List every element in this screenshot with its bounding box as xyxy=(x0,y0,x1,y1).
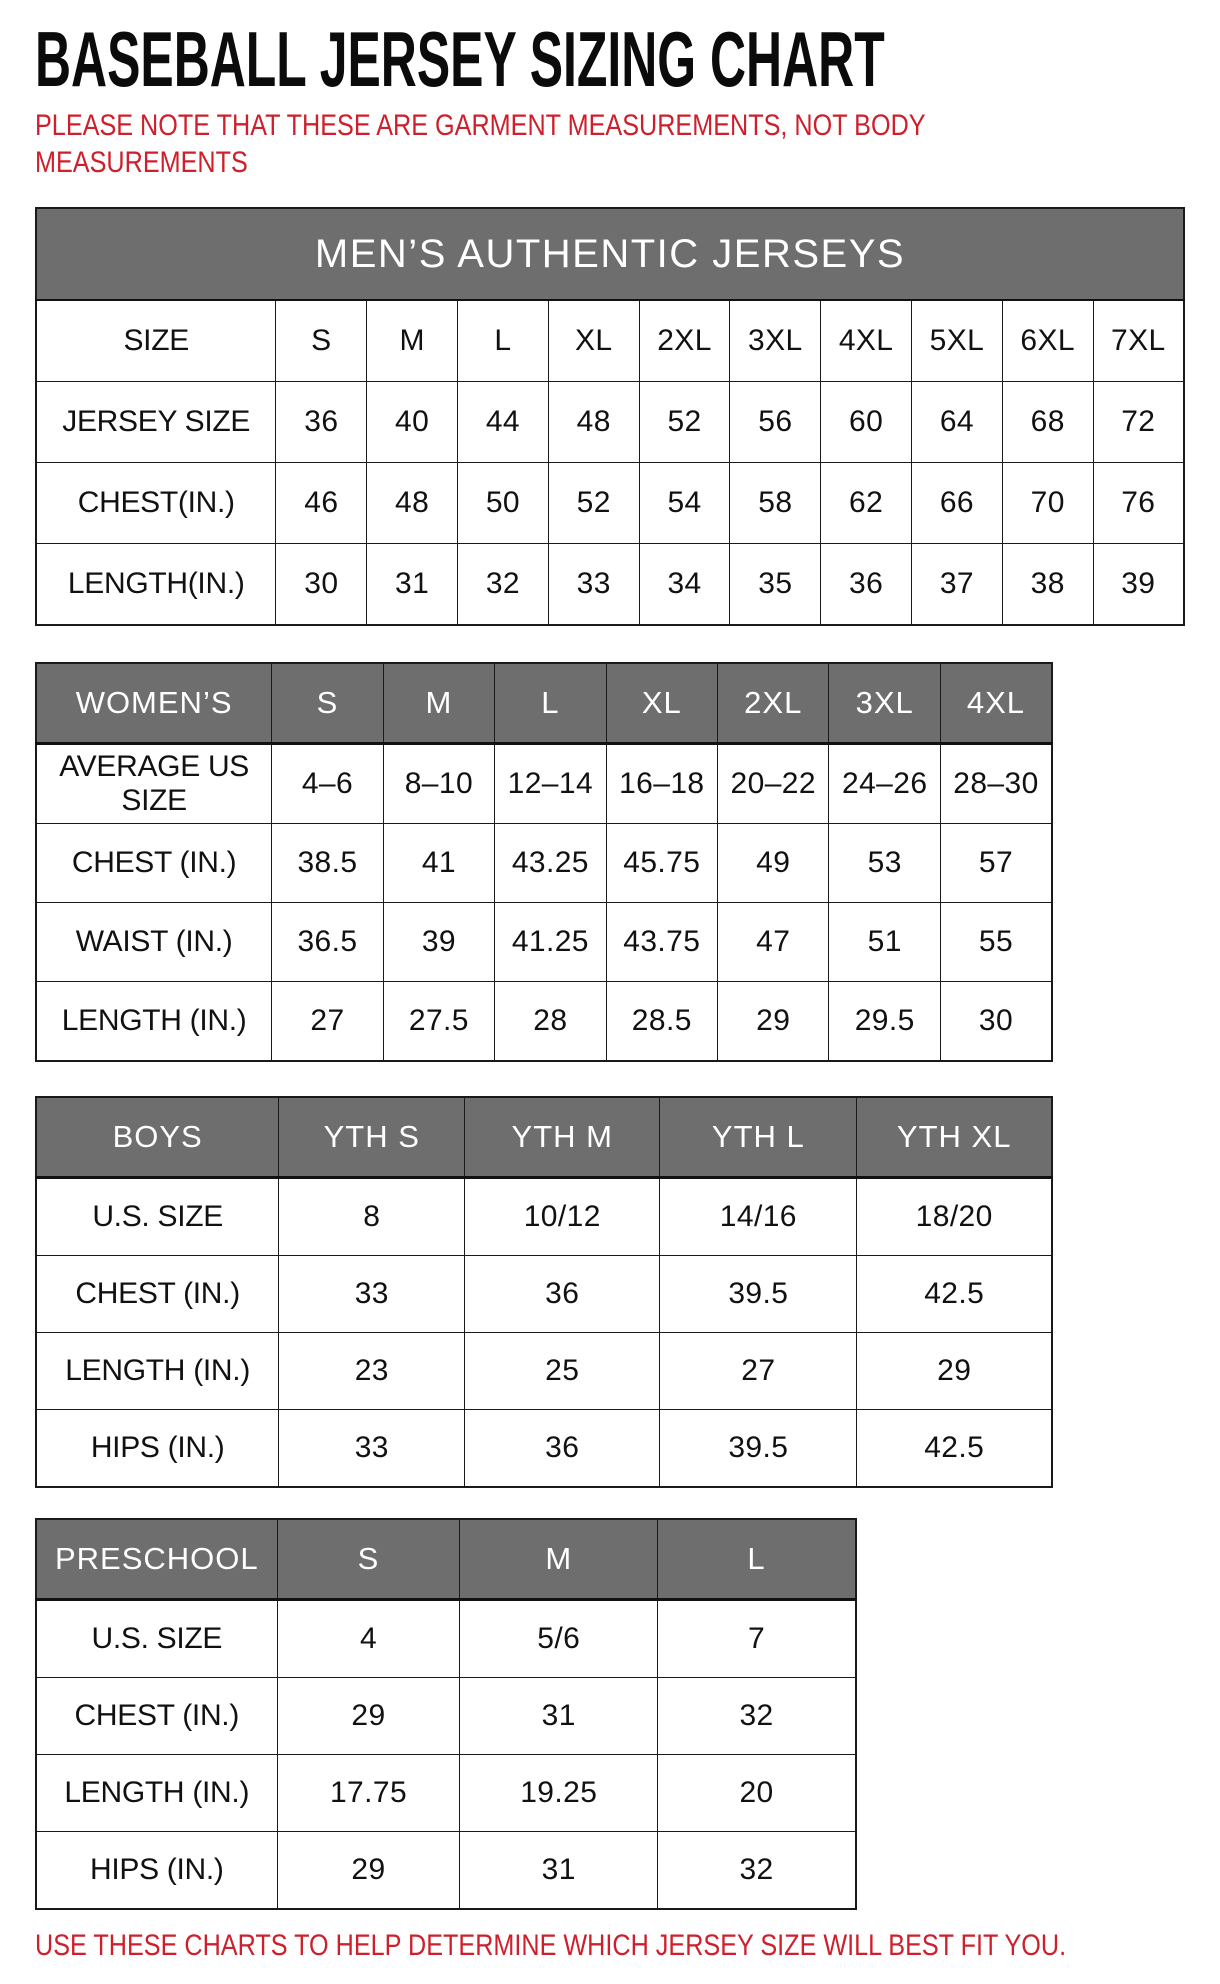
size-value-cell: 32 xyxy=(458,544,549,626)
row-label: WAIST (IN.) xyxy=(36,903,272,982)
column-header: M xyxy=(460,1519,658,1600)
row-label: U.S. SIZE xyxy=(36,1178,279,1256)
size-value-cell: 62 xyxy=(821,463,912,544)
size-value-cell: 25 xyxy=(465,1333,660,1410)
row-label: AVERAGE US SIZE xyxy=(36,744,272,824)
column-header: 3XL xyxy=(829,663,940,744)
column-header: S xyxy=(277,1519,460,1600)
size-value-cell: 18/20 xyxy=(857,1178,1052,1256)
size-value-cell: 19.25 xyxy=(460,1755,658,1832)
row-label: U.S. SIZE xyxy=(36,1600,277,1678)
size-value-cell: 33 xyxy=(279,1256,465,1333)
column-header: L xyxy=(495,663,606,744)
size-value-cell: 6XL xyxy=(1002,300,1093,382)
size-value-cell: 23 xyxy=(279,1333,465,1410)
size-value-cell: 57 xyxy=(940,824,1052,903)
preschool-sizing-table xyxy=(35,1518,857,1910)
size-value-cell: 36 xyxy=(821,544,912,626)
column-header: YTH L xyxy=(660,1097,857,1178)
size-value-cell: 60 xyxy=(821,382,912,463)
size-value-cell: 20 xyxy=(658,1755,856,1832)
size-value-cell: 39.5 xyxy=(660,1410,857,1488)
column-header: M xyxy=(383,663,494,744)
row-label: HIPS (IN.) xyxy=(36,1410,279,1488)
womens-sizing-table xyxy=(35,662,1053,1062)
column-header: L xyxy=(658,1519,856,1600)
size-value-cell: 5XL xyxy=(912,300,1003,382)
size-value-cell: 24–26 xyxy=(829,744,940,824)
size-value-cell: 36.5 xyxy=(272,903,383,982)
size-value-cell: 43.25 xyxy=(495,824,606,903)
table-row xyxy=(36,1178,1052,1256)
table-row xyxy=(36,744,1052,824)
table-row xyxy=(36,300,1184,382)
preschool-header-row xyxy=(36,1519,856,1600)
table-row xyxy=(36,463,1184,544)
size-value-cell: 64 xyxy=(912,382,1003,463)
size-value-cell: 54 xyxy=(639,463,730,544)
footer-note: USE THESE CHARTS TO HELP DETERMINE WHICH JERSEY SIZE WILL BEST FIT YOU. xyxy=(35,1929,1067,1963)
size-value-cell: XL xyxy=(548,300,639,382)
size-value-cell: 7XL xyxy=(1093,300,1184,382)
table-row xyxy=(36,1600,856,1678)
column-header: 4XL xyxy=(940,663,1052,744)
size-value-cell: 2XL xyxy=(639,300,730,382)
size-value-cell: 38.5 xyxy=(272,824,383,903)
table-row xyxy=(36,1256,1052,1333)
table-row xyxy=(36,1832,856,1910)
table-row xyxy=(36,1678,856,1755)
size-value-cell: 41.25 xyxy=(495,903,606,982)
size-value-cell: 8 xyxy=(279,1178,465,1256)
size-value-cell: 42.5 xyxy=(857,1410,1052,1488)
size-value-cell: 34 xyxy=(639,544,730,626)
size-value-cell: 66 xyxy=(912,463,1003,544)
column-header: YTH M xyxy=(465,1097,660,1178)
size-value-cell: 46 xyxy=(276,463,367,544)
size-value-cell: 29 xyxy=(277,1832,460,1910)
size-value-cell: 44 xyxy=(458,382,549,463)
size-value-cell: 12–14 xyxy=(495,744,606,824)
row-label: SIZE xyxy=(36,300,276,382)
table-row xyxy=(36,982,1052,1062)
size-value-cell: 14/16 xyxy=(660,1178,857,1256)
row-label: LENGTH (IN.) xyxy=(36,982,272,1062)
size-value-cell: 28.5 xyxy=(606,982,717,1062)
size-value-cell: 29 xyxy=(857,1333,1052,1410)
size-value-cell: 10/12 xyxy=(465,1178,660,1256)
size-value-cell: 36 xyxy=(276,382,367,463)
table-row xyxy=(36,544,1184,626)
size-value-cell: 31 xyxy=(460,1678,658,1755)
size-value-cell: 30 xyxy=(276,544,367,626)
table-group-header: BOYS xyxy=(36,1097,279,1178)
size-value-cell: 28–30 xyxy=(940,744,1052,824)
size-value-cell: L xyxy=(458,300,549,382)
table-row xyxy=(36,1410,1052,1488)
row-label: JERSEY SIZE xyxy=(36,382,276,463)
size-value-cell: 27 xyxy=(272,982,383,1062)
size-value-cell: 33 xyxy=(548,544,639,626)
mens-table-title: MEN’S AUTHENTIC JERSEYS xyxy=(36,208,1184,300)
column-header: XL xyxy=(606,663,717,744)
size-value-cell: 33 xyxy=(279,1410,465,1488)
size-value-cell: 41 xyxy=(383,824,494,903)
size-value-cell: 50 xyxy=(458,463,549,544)
size-value-cell: 35 xyxy=(730,544,821,626)
size-value-cell: 37 xyxy=(912,544,1003,626)
size-value-cell: 56 xyxy=(730,382,821,463)
size-value-cell: 51 xyxy=(829,903,940,982)
size-value-cell: 55 xyxy=(940,903,1052,982)
size-value-cell: 76 xyxy=(1093,463,1184,544)
row-label: CHEST(IN.) xyxy=(36,463,276,544)
size-value-cell: 52 xyxy=(639,382,730,463)
size-value-cell: 29 xyxy=(718,982,829,1062)
boys-header-row xyxy=(36,1097,1052,1178)
size-value-cell: 39.5 xyxy=(660,1256,857,1333)
row-label: LENGTH(IN.) xyxy=(36,544,276,626)
size-value-cell: 70 xyxy=(1002,463,1093,544)
size-value-cell: S xyxy=(276,300,367,382)
size-value-cell: 4–6 xyxy=(272,744,383,824)
size-value-cell: 4XL xyxy=(821,300,912,382)
size-value-cell: 48 xyxy=(367,463,458,544)
size-value-cell: 52 xyxy=(548,463,639,544)
size-value-cell: 7 xyxy=(658,1600,856,1678)
size-value-cell: 72 xyxy=(1093,382,1184,463)
size-value-cell: 32 xyxy=(658,1678,856,1755)
size-value-cell: 43.75 xyxy=(606,903,717,982)
row-label: LENGTH (IN.) xyxy=(36,1333,279,1410)
mens-banner-row xyxy=(36,208,1184,300)
size-value-cell: 17.75 xyxy=(277,1755,460,1832)
size-value-cell: 39 xyxy=(1093,544,1184,626)
size-value-cell: 29.5 xyxy=(829,982,940,1062)
size-value-cell: 31 xyxy=(367,544,458,626)
size-value-cell: 48 xyxy=(548,382,639,463)
size-value-cell: 49 xyxy=(718,824,829,903)
size-value-cell: 36 xyxy=(465,1410,660,1488)
table-row xyxy=(36,1333,1052,1410)
size-value-cell: 5/6 xyxy=(460,1600,658,1678)
row-label: CHEST (IN.) xyxy=(36,824,272,903)
sizing-chart-page xyxy=(35,15,1185,1964)
size-value-cell: 32 xyxy=(658,1832,856,1910)
mens-sizing-table xyxy=(35,207,1185,626)
size-value-cell: 28 xyxy=(495,982,606,1062)
size-value-cell: 27 xyxy=(660,1333,857,1410)
table-row xyxy=(36,903,1052,982)
size-value-cell: 36 xyxy=(465,1256,660,1333)
column-header: YTH S xyxy=(279,1097,465,1178)
garment-measurement-note: PLEASE NOTE THAT THESE ARE GARMENT MEASUREMENTS, NOT BODY MEASUREMENTS xyxy=(35,109,926,179)
table-row xyxy=(36,1755,856,1832)
size-value-cell: 58 xyxy=(730,463,821,544)
column-header: 2XL xyxy=(718,663,829,744)
size-value-cell: 40 xyxy=(367,382,458,463)
row-label: LENGTH (IN.) xyxy=(36,1755,277,1832)
boys-sizing-table xyxy=(35,1096,1053,1488)
size-value-cell: 27.5 xyxy=(383,982,494,1062)
column-header: YTH XL xyxy=(857,1097,1052,1178)
table-group-header: PRESCHOOL xyxy=(36,1519,277,1600)
row-label: HIPS (IN.) xyxy=(36,1832,277,1910)
table-group-header: WOMEN’S xyxy=(36,663,272,744)
row-label: CHEST (IN.) xyxy=(36,1256,279,1333)
size-value-cell: 8–10 xyxy=(383,744,494,824)
size-value-cell: 47 xyxy=(718,903,829,982)
table-row xyxy=(36,382,1184,463)
size-value-cell: 30 xyxy=(940,982,1052,1062)
size-value-cell: 45.75 xyxy=(606,824,717,903)
size-value-cell: 53 xyxy=(829,824,940,903)
size-value-cell: 3XL xyxy=(730,300,821,382)
page-title: BASEBALL JERSEY SIZING CHART xyxy=(35,15,885,103)
size-value-cell: 20–22 xyxy=(718,744,829,824)
size-value-cell: 68 xyxy=(1002,382,1093,463)
row-label: CHEST (IN.) xyxy=(36,1678,277,1755)
size-value-cell: 16–18 xyxy=(606,744,717,824)
size-value-cell: 31 xyxy=(460,1832,658,1910)
size-value-cell: 42.5 xyxy=(857,1256,1052,1333)
size-value-cell: 38 xyxy=(1002,544,1093,626)
size-value-cell: 29 xyxy=(277,1678,460,1755)
table-row xyxy=(36,824,1052,903)
size-value-cell: 39 xyxy=(383,903,494,982)
size-value-cell: M xyxy=(367,300,458,382)
womens-header-row xyxy=(36,663,1052,744)
column-header: S xyxy=(272,663,383,744)
size-value-cell: 4 xyxy=(277,1600,460,1678)
